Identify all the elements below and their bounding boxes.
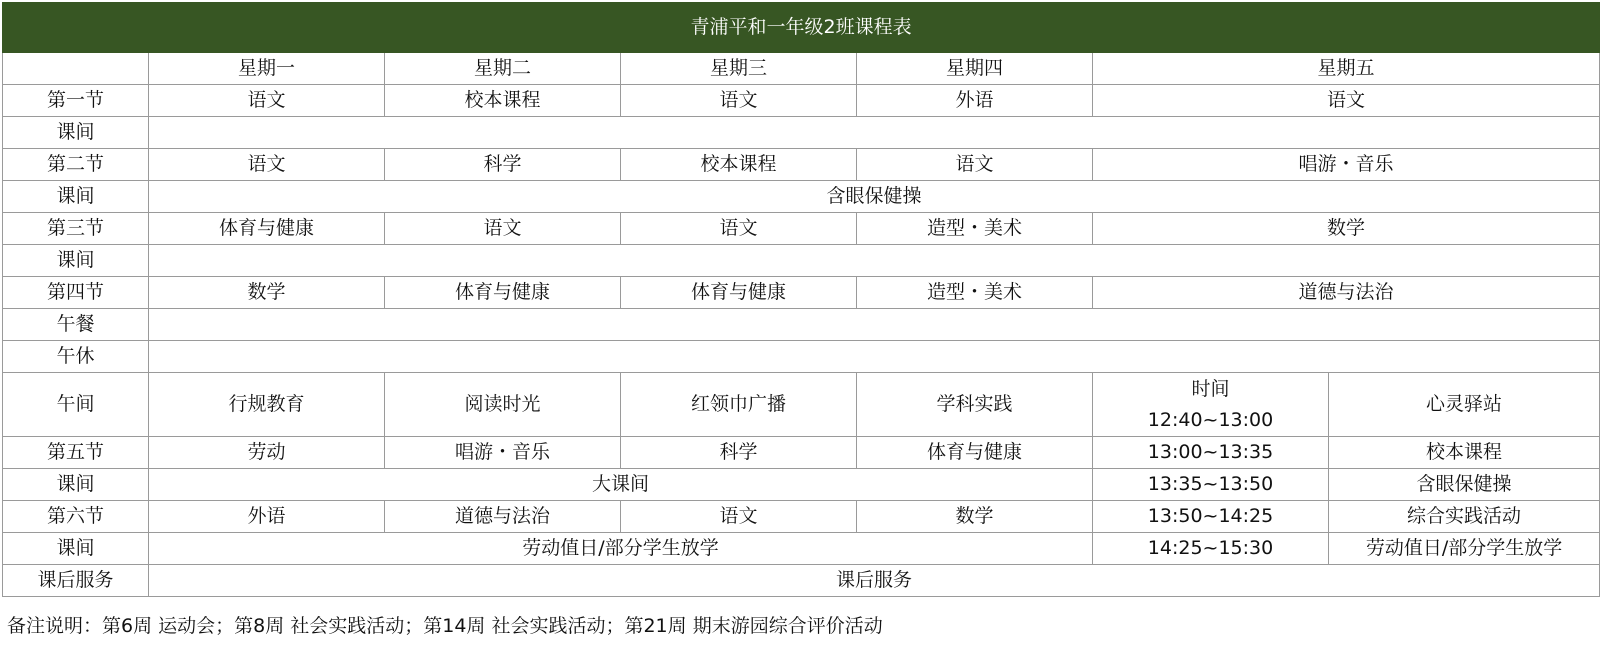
cell-tue: 体育与健康 bbox=[385, 277, 621, 309]
cell-fri: 劳动值日/部分学生放学 bbox=[1329, 533, 1600, 565]
span-cell bbox=[149, 245, 1600, 277]
cell-tue: 道德与法治 bbox=[385, 501, 621, 533]
row-break-5 bbox=[3, 469, 1600, 501]
cell-fri: 含眼保健操 bbox=[1329, 469, 1600, 501]
row-period-5 bbox=[3, 437, 1600, 469]
cell-fri: 校本课程 bbox=[1329, 437, 1600, 469]
corner-cell bbox=[3, 53, 149, 85]
cell-wed: 语文 bbox=[621, 85, 857, 117]
schedule-sheet bbox=[2, 2, 1599, 597]
cell-wed: 科学 bbox=[621, 437, 857, 469]
table-title: 青浦平和一年级2班课程表 bbox=[3, 3, 1600, 53]
cell-thu: 语文 bbox=[857, 149, 1093, 181]
cell-mon: 行规教育 bbox=[149, 373, 385, 437]
row-period-6 bbox=[3, 501, 1600, 533]
cell-wed: 体育与健康 bbox=[621, 277, 857, 309]
time-cell bbox=[1093, 373, 1329, 437]
cell-mon: 语文 bbox=[149, 85, 385, 117]
day-header-mon: 星期一 bbox=[149, 53, 385, 85]
cell-mon: 劳动 bbox=[149, 437, 385, 469]
cell-fri: 唱游・音乐 bbox=[1093, 149, 1600, 181]
row-label: 课间 bbox=[3, 117, 149, 149]
notes-text: 备注说明：第6周 运动会；第8周 社会实践活动；第14周 社会实践活动；第21周 期末游园综合评价活动 bbox=[7, 615, 883, 637]
row-label: 午休 bbox=[3, 341, 149, 373]
time-cell: 13:50~14:25 bbox=[1093, 501, 1329, 533]
row-period-2 bbox=[3, 149, 1600, 181]
time-cell: 14:25~15:30 bbox=[1093, 533, 1329, 565]
row-label: 午间 bbox=[3, 373, 149, 437]
cell-tue: 唱游・音乐 bbox=[385, 437, 621, 469]
cell-mon: 数学 bbox=[149, 277, 385, 309]
row-noon bbox=[3, 373, 1600, 437]
row-break-2 bbox=[3, 181, 1600, 213]
cell-thu: 造型・美术 bbox=[857, 277, 1093, 309]
row-break-1 bbox=[3, 117, 1600, 149]
row-label: 第五节 bbox=[3, 437, 149, 469]
span-cell bbox=[149, 117, 1600, 149]
row-label: 课后服务 bbox=[3, 565, 149, 597]
time-cell: 13:35~13:50 bbox=[1093, 469, 1329, 501]
time-cell: 13:00~13:35 bbox=[1093, 437, 1329, 469]
row-label: 课间 bbox=[3, 469, 149, 501]
row-break-6 bbox=[3, 533, 1600, 565]
row-label: 第三节 bbox=[3, 213, 149, 245]
title-row bbox=[3, 3, 1600, 53]
row-label: 第四节 bbox=[3, 277, 149, 309]
span-cell: 大课间 bbox=[149, 469, 1093, 501]
cell-wed: 语文 bbox=[621, 501, 857, 533]
cell-tue: 阅读时光 bbox=[385, 373, 621, 437]
row-label: 课间 bbox=[3, 533, 149, 565]
cell-mon: 外语 bbox=[149, 501, 385, 533]
cell-tue: 语文 bbox=[385, 213, 621, 245]
cell-wed: 语文 bbox=[621, 213, 857, 245]
row-period-1 bbox=[3, 85, 1600, 117]
cell-fri: 心灵驿站 bbox=[1329, 373, 1600, 437]
row-label: 课间 bbox=[3, 181, 149, 213]
schedule-table bbox=[2, 2, 1600, 597]
span-cell: 劳动值日/部分学生放学 bbox=[149, 533, 1093, 565]
cell-mon: 体育与健康 bbox=[149, 213, 385, 245]
time-range: 12:40~13:00 bbox=[1147, 408, 1274, 431]
day-header-wed: 星期三 bbox=[621, 53, 857, 85]
cell-thu: 外语 bbox=[857, 85, 1093, 117]
row-label: 第二节 bbox=[3, 149, 149, 181]
cell-fri: 道德与法治 bbox=[1093, 277, 1600, 309]
cell-mon: 语文 bbox=[149, 149, 385, 181]
span-cell bbox=[149, 309, 1600, 341]
span-cell bbox=[149, 341, 1600, 373]
day-header-thu: 星期四 bbox=[857, 53, 1093, 85]
cell-thu: 造型・美术 bbox=[857, 213, 1093, 245]
row-label: 午餐 bbox=[3, 309, 149, 341]
day-header-fri: 星期五 bbox=[1093, 53, 1600, 85]
row-rest bbox=[3, 341, 1600, 373]
row-period-3 bbox=[3, 213, 1600, 245]
cell-tue: 校本课程 bbox=[385, 85, 621, 117]
time-header: 时间 bbox=[1191, 377, 1230, 400]
cell-fri: 语文 bbox=[1093, 85, 1600, 117]
day-header-tue: 星期二 bbox=[385, 53, 621, 85]
cell-tue: 科学 bbox=[385, 149, 621, 181]
row-break-3 bbox=[3, 245, 1600, 277]
row-lunch bbox=[3, 309, 1600, 341]
cell-thu: 数学 bbox=[857, 501, 1093, 533]
cell-thu: 学科实践 bbox=[857, 373, 1093, 437]
cell-wed: 校本课程 bbox=[621, 149, 857, 181]
span-cell: 课后服务 bbox=[149, 565, 1600, 597]
header-row bbox=[3, 53, 1600, 85]
cell-fri: 数学 bbox=[1093, 213, 1600, 245]
cell-fri: 综合实践活动 bbox=[1329, 501, 1600, 533]
row-label: 第一节 bbox=[3, 85, 149, 117]
span-cell: 含眼保健操 bbox=[149, 181, 1600, 213]
row-period-4 bbox=[3, 277, 1600, 309]
row-after-school bbox=[3, 565, 1600, 597]
cell-thu: 体育与健康 bbox=[857, 437, 1093, 469]
row-label: 课间 bbox=[3, 245, 149, 277]
cell-wed: 红领巾广播 bbox=[621, 373, 857, 437]
row-label: 第六节 bbox=[3, 501, 149, 533]
